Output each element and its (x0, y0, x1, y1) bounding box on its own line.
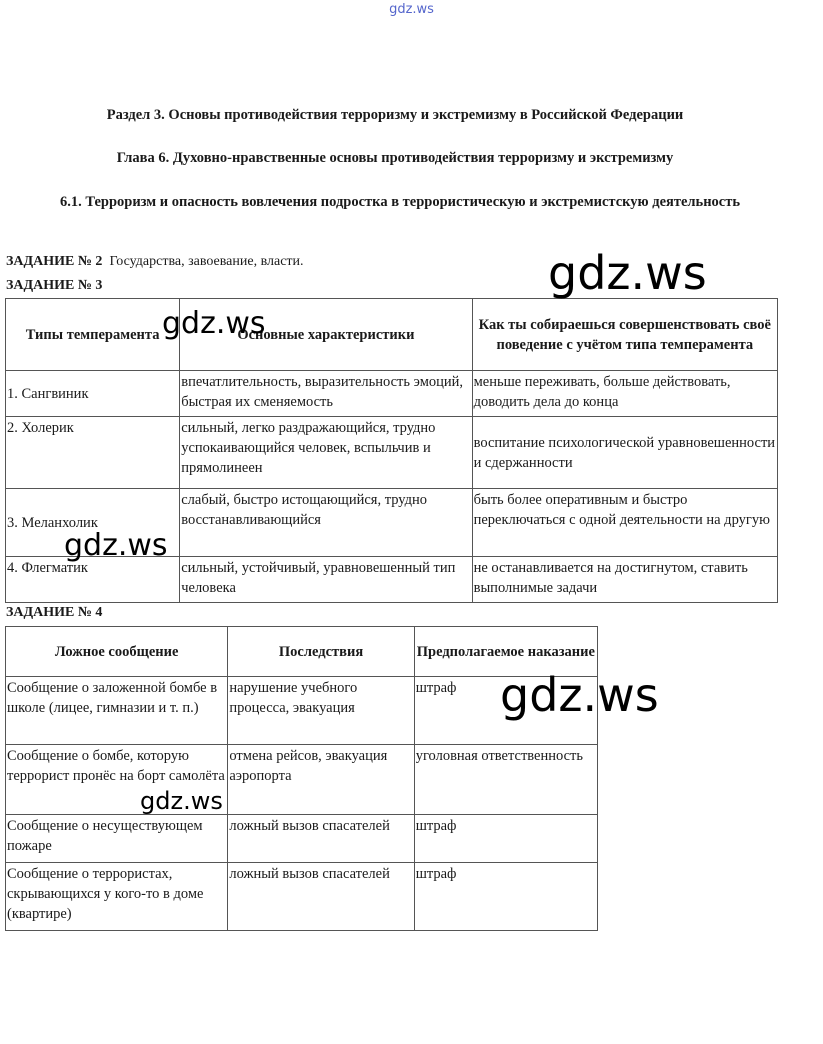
table-cell: слабый, быстро истощающийся, трудно восстанавливающийся (180, 489, 472, 557)
watermark: gdz.ws (64, 528, 168, 563)
watermark: gdz.ws (162, 306, 266, 341)
task3-label: ЗАДАНИЕ № 3 (6, 278, 103, 293)
table-cell: меньше переживать, больше действовать, доводить дела до конца (472, 371, 777, 417)
header-cell: Последствия (228, 627, 414, 677)
table-cell: штраф (414, 677, 597, 745)
table-cell: Сообщение о бомбе, которую террорист пронёс на борт самолёта (6, 745, 228, 815)
table-row (6, 863, 598, 931)
table-row (6, 815, 598, 863)
task2-answer: Государства, завоевание, власти. (109, 254, 304, 269)
table-cell: 3. Меланхолик (6, 489, 180, 557)
task2-label: ЗАДАНИЕ № 2 (6, 254, 103, 269)
table-cell: Сообщение о террористах, скрывающихся у кого-то в доме (квартире) (6, 863, 228, 931)
header-cell: Основные характеристики (180, 299, 472, 371)
header-cell: Как ты собираешься совершенствовать своё поведение с учётом типа темперамента (472, 299, 777, 371)
task2-line (6, 254, 304, 270)
table-cell: Сообщение о несуществующем пожаре (6, 815, 228, 863)
site-link[interactable]: gdz.ws (389, 2, 434, 17)
table-cell: впечатлительность, выразительность эмоций, быстрая их сменяемость (180, 371, 472, 417)
table-cell: штраф (414, 863, 597, 931)
table-row (6, 745, 598, 815)
table-cell: ложный вызов спасателей (228, 863, 414, 931)
table-row (6, 371, 778, 417)
task4-label: ЗАДАНИЕ № 4 (6, 605, 103, 620)
table-cell: быть более оперативным и быстро переключаться с одной деятельности на другую (472, 489, 777, 557)
table-header-row (6, 299, 778, 371)
table-cell: штраф (414, 815, 597, 863)
watermark: gdz.ws (140, 787, 223, 815)
table-cell: отмена рейсов, эвакуация аэропорта (228, 745, 414, 815)
table-cell: 4. Флегматик (6, 557, 180, 603)
table-cell: сильный, легко раздражающийся, трудно успокаивающийся человек, вспыльчив и прямолинеен (180, 417, 472, 489)
table-row (6, 417, 778, 489)
header-cell: Предполагаемое наказание (414, 627, 597, 677)
table-cell: сильный, устойчивый, уравновешенный тип человека (180, 557, 472, 603)
header-cell: Ложное сообщение (6, 627, 228, 677)
section-heading: Раздел 3. Основы противодействия терроризму и экстремизму в Российской Федерации (106, 107, 684, 123)
table-cell: 1. Сангвиник (6, 371, 180, 417)
task4-line (6, 605, 102, 621)
header-cell: Типы темперамента (6, 299, 180, 371)
watermark: gdz.ws (548, 246, 707, 300)
table-row (6, 557, 778, 603)
topic-heading: 6.1. Терроризм и опасность вовлечения подростка в террористическую и экстремистскую деятельность (59, 194, 741, 210)
task3-line (6, 278, 102, 294)
table-cell: Сообщение о заложенной бомбе в школе (лицее, гимназии и т. п.) (6, 677, 228, 745)
table-cell: воспитание психологической уравновешенности и сдержанности (472, 417, 777, 489)
table-cell: нарушение учебного процесса, эвакуация (228, 677, 414, 745)
chapter-heading: Глава 6. Духовно-нравственные основы противодействия терроризму и экстремизму (116, 150, 674, 166)
table-cell: уголовная ответственность (414, 745, 597, 815)
table-cell: ложный вызов спасателей (228, 815, 414, 863)
table-cell: не останавливается на достигнутом, ставить выполнимые задачи (472, 557, 777, 603)
table-cell: 2. Холерик (6, 417, 180, 489)
watermark: gdz.ws (500, 668, 659, 722)
